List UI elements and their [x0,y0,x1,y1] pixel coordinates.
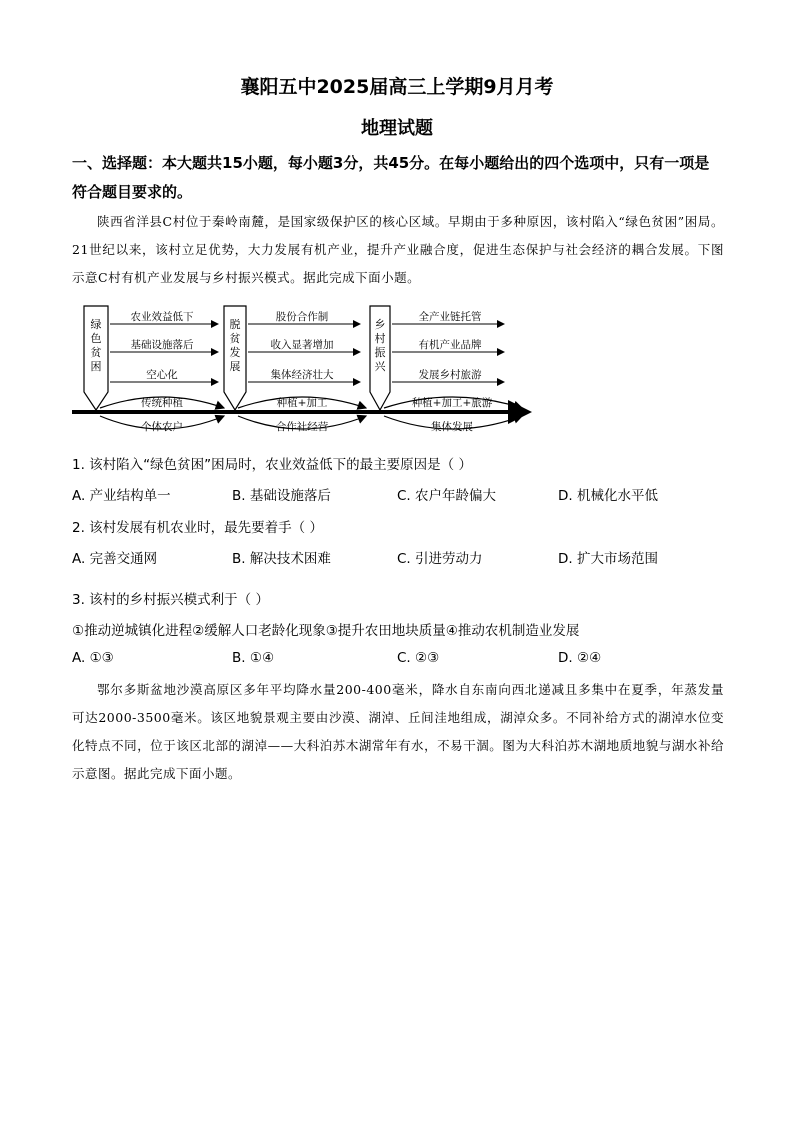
question-3-option-c[interactable]: C. ②③ [397,650,440,666]
stage-2-item: 集体经济壮大 [270,369,334,381]
question-3-option-d[interactable]: D. ②④ [558,650,602,666]
question-3-option-b[interactable]: B. ①④ [232,650,275,666]
stage-1-upper: 传统种植 [141,397,183,409]
passage-2: 鄂尔多斯盆地沙漠高原区多年平均降水量200-400毫米，降水自东南向西北递减且多集中在夏季，年蒸发量可达2000-3500毫米。该区地貌景观主要由沙漠、湖淖、丘间洼地组成，湖淖众多。不同补给方式的湖淖水位变化特点不同，位于该区北部的湖淖——大科泊苏木湖常年有水，不易干涸。图为大科泊苏木湖地质地貌与湖水补给示意图。据此完成下面小题。 [72,682,724,781]
stage-2-item: 收入显著增加 [270,339,334,351]
question-3-stem: 3. 该村的乡村振兴模式利于（ ） [72,592,269,608]
stage-1-item: 空心化 [146,369,178,381]
stage-2-upper: 种植+加工 [276,397,328,409]
question-2-stem: 2. 该村发展有机农业时，最先要着手（ ） [72,520,323,536]
stage-1-label: 绿色贫困 [90,318,102,373]
stage-1-item: 基础设施落后 [130,339,194,351]
stage-2-label: 脱贫发展 [229,318,241,373]
stage-3-lower: 集体发展 [431,421,473,433]
stage-1-item: 农业效益低下 [130,311,194,323]
section-heading: 一、选择题：本大题共15小题，每小题3分，共45分。在每小题给出的四个选项中，只有一项是符合题目要求的。 [72,154,710,201]
question-1-option-b[interactable]: B. 基础设施落后 [232,488,331,504]
stage-3-item: 全产业链托管 [418,311,482,323]
rural-revitalization-diagram [70,302,540,444]
stage-3-item: 发展乡村旅游 [418,369,482,381]
question-2-option-b[interactable]: B. 解决技术困难 [232,551,331,567]
stage-2-lower: 合作社经营 [275,421,329,433]
subject-title: 地理试题 [361,118,433,139]
stage-2-item: 股份合作制 [275,311,329,323]
stage-3-item: 有机产业品牌 [418,339,482,351]
stage-3-label: 乡村振兴 [374,318,386,373]
question-1-option-c[interactable]: C. 农户年龄偏大 [397,488,497,504]
passage-1: 陕西省洋县C村位于秦岭南麓，是国家级保护区的核心区域。早期由于多种原因，该村陷入“绿色贫困”困局。21世纪以来，该村立足优势，大力发展有机产业，提升产业融合度，促进生态保护与社会经济的耦合发展。下图示意C村有机产业发展与乡村振兴模式。据此完成下面小题。 [72,214,724,285]
question-2-option-a[interactable]: A. 完善交通网 [72,551,158,567]
exam-title: 襄阳五中2025届高三上学期9月月考 [240,76,554,98]
stage-1-lower: 个体农户 [141,421,183,433]
question-2-option-d[interactable]: D. 扩大市场范围 [558,551,658,567]
question-1-option-a[interactable]: A. 产业结构单一 [72,488,171,504]
question-1-option-d[interactable]: D. 机械化水平低 [558,488,658,504]
stage-3-upper: 种植+加工+旅游 [411,397,493,409]
question-3-statements: ①推动逆城镇化进程②缓解人口老龄化现象③提升农田地块质量④推动农机制造业发展 [72,623,580,639]
question-3-option-a[interactable]: A. ①③ [72,650,114,666]
question-2-option-c[interactable]: C. 引进劳动力 [397,551,483,567]
question-1-stem: 1. 该村陷入“绿色贫困”困局时，农业效益低下的最主要原因是（ ） [72,457,472,473]
